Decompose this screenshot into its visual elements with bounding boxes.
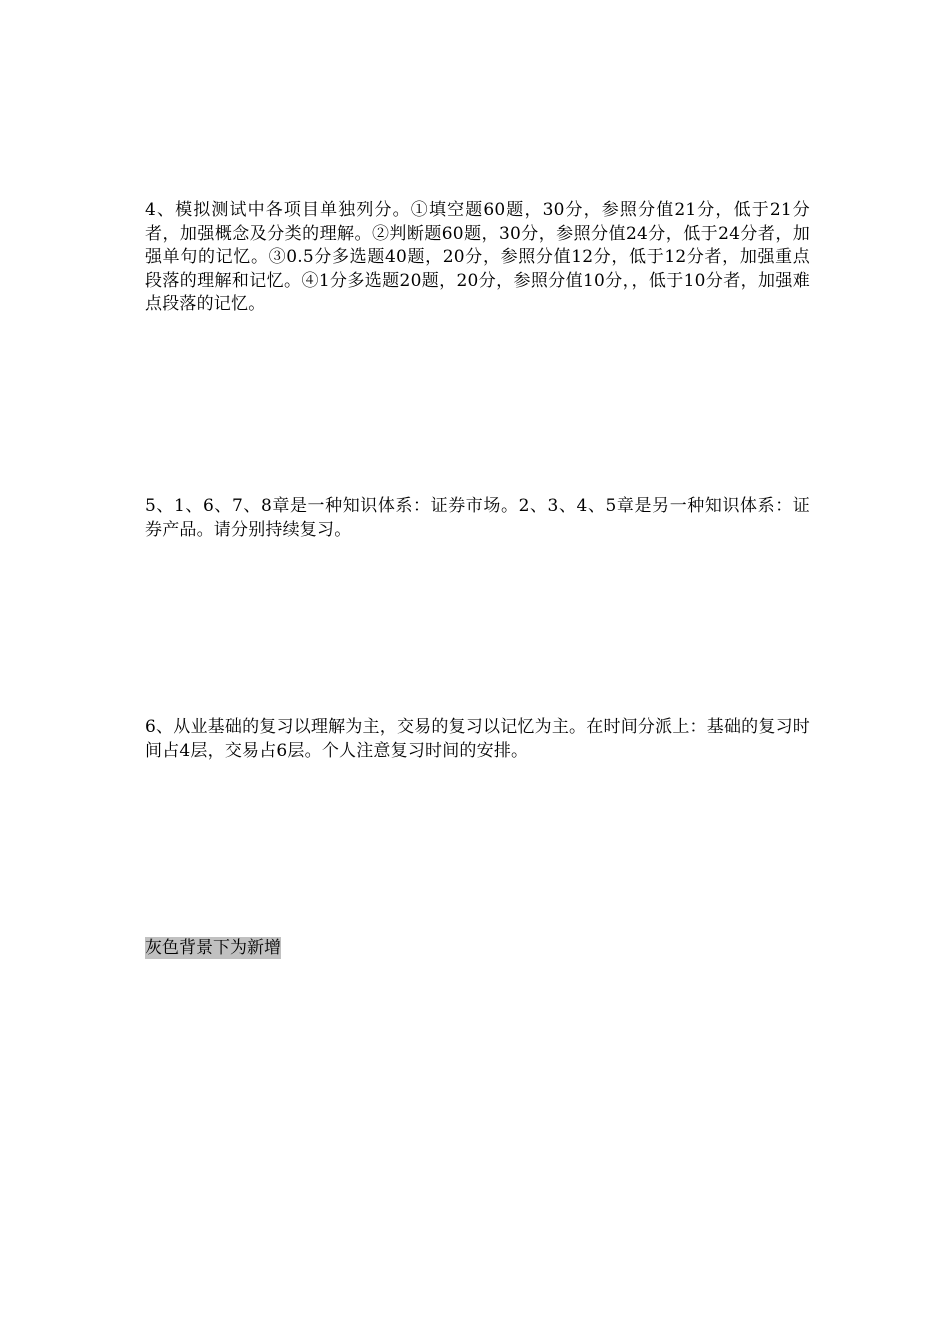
paragraph-item-4: 4、模拟测试中各项目单独列分。①填空题60题，30分，参照分值21分，低于21分者，加强概念及分类的理解。②判断题60题，30分，参照分值24分，低于24分者，加强单句的记忆。③0.5分多选题40题，20分，参照分值12分，低于12分者，加强重点段落的理解和记忆。④1分多选题20题，20分，参照分值10分，，低于10分者，加强难点段落的记忆。 xyxy=(145,200,810,314)
highlight-note-text: 灰色背景下为新增 xyxy=(145,938,281,958)
paragraph-item-5: 5、1、6、7、8章是一种知识体系：证券市场。2、3、4、5章是另一种知识体系：证券产品。请分别持续复习。 xyxy=(145,496,810,540)
highlight-note xyxy=(145,937,281,961)
paragraph-item-6: 6、从业基础的复习以理解为主，交易的复习以记忆为主。在时间分派上：基础的复习时间占4层，交易占6层。个人注意复习时间的安排。 xyxy=(145,717,810,761)
